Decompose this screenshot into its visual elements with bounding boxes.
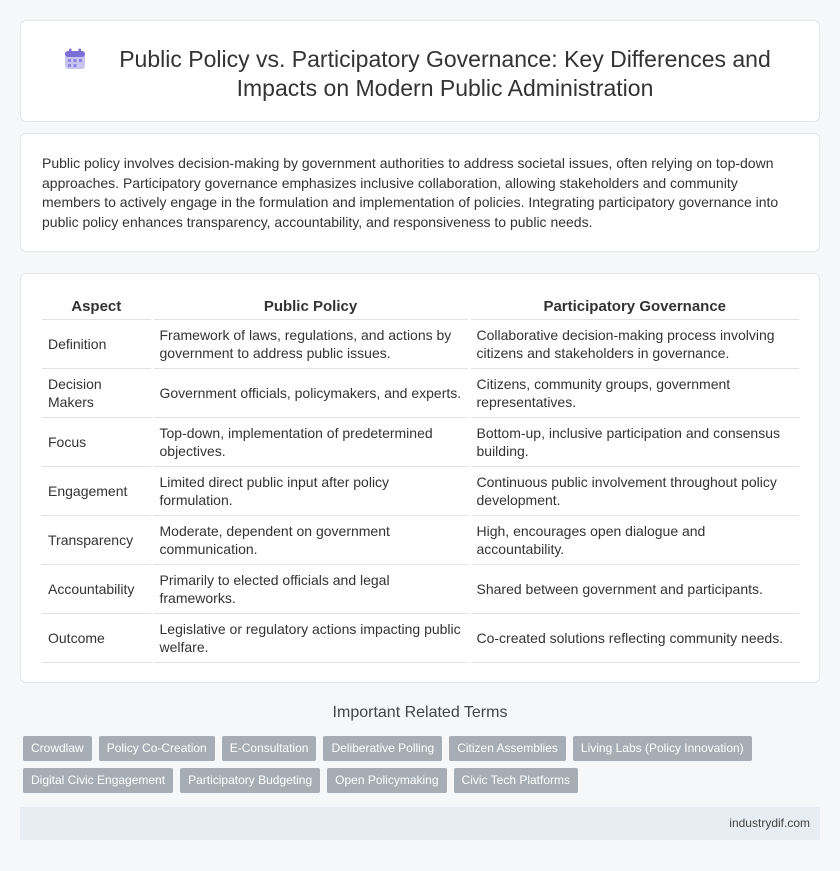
intro-paragraph: Public policy involves decision-making by government authorities to address societal issues, often relying on top-down approaches. Participatory governance emphasizes inclusive collaboration, allowing stakeholders and community members to actively engage in the formulation and implementation of policies. Integrating participatory governance into public policy enhances transparency, accountability, and responsiveness to public needs. — [42, 155, 779, 230]
public-policy-cell: Government officials, policymakers, and experts. — [152, 368, 469, 417]
participatory-cell: Citizens, community groups, government representatives. — [469, 368, 799, 417]
participatory-cell: Continuous public involvement throughout policy development. — [469, 466, 799, 515]
public-policy-cell: Limited direct public input after policy formulation. — [152, 466, 469, 515]
tag-row — [23, 736, 803, 761]
table-row — [42, 466, 799, 515]
table-row — [42, 417, 799, 466]
footer-site-link[interactable]: industrydif.com — [729, 816, 810, 830]
table-row — [42, 613, 799, 662]
aspect-cell: Decision Makers — [42, 368, 152, 417]
participatory-cell: Shared between government and participants. — [469, 564, 799, 613]
participatory-cell: Collaborative decision-making process involving citizens and stakeholders in governance. — [469, 319, 799, 368]
aspect-cell: Outcome — [42, 613, 152, 662]
comparison-card — [20, 273, 820, 683]
tag-policy-co-creation[interactable]: Policy Co-Creation — [99, 736, 215, 761]
table-row — [42, 564, 799, 613]
header-public-policy: Public Policy — [152, 295, 469, 319]
public-policy-cell: Moderate, dependent on government communication. — [152, 515, 469, 564]
related-terms-heading: Important Related Terms — [332, 704, 508, 721]
table-row — [42, 319, 799, 368]
public-policy-cell: Primarily to elected officials and legal frameworks. — [152, 564, 469, 613]
page-title: Public Policy vs. Participatory Governance: Key Differences and Impacts on Modern Public Administration — [119, 46, 771, 101]
tag-deliberative-polling[interactable]: Deliberative Polling — [323, 736, 442, 761]
aspect-cell: Transparency — [42, 515, 152, 564]
participatory-cell: Co-created solutions reflecting community needs. — [469, 613, 799, 662]
aspect-cell: Accountability — [42, 564, 152, 613]
public-policy-cell: Framework of laws, regulations, and actions by government to address public issues. — [152, 319, 469, 368]
tag-living-labs[interactable]: Living Labs (Policy Innovation) — [573, 736, 752, 761]
participatory-cell: High, encourages open dialogue and accountability. — [469, 515, 799, 564]
participatory-cell: Bottom-up, inclusive participation and consensus building. — [469, 417, 799, 466]
footer — [20, 807, 820, 840]
aspect-cell: Definition — [42, 319, 152, 368]
tag-civic-tech-platforms[interactable]: Civic Tech Platforms — [454, 768, 578, 793]
table-row — [42, 515, 799, 564]
tag-row — [23, 768, 803, 793]
comparison-table — [42, 295, 799, 663]
public-policy-cell: Legislative or regulatory actions impacting public welfare. — [152, 613, 469, 662]
aspect-cell: Focus — [42, 417, 152, 466]
header-participatory-governance: Participatory Governance — [469, 295, 799, 319]
tag-digital-civic-engagement[interactable]: Digital Civic Engagement — [23, 768, 173, 793]
table-header-row — [42, 295, 799, 319]
tag-e-consultation[interactable]: E-Consultation — [222, 736, 317, 761]
tag-citizen-assemblies[interactable]: Citizen Assemblies — [449, 736, 566, 761]
tag-open-policymaking[interactable]: Open Policymaking — [327, 768, 446, 793]
related-terms-list — [23, 736, 803, 800]
aspect-cell: Engagement — [42, 466, 152, 515]
header-aspect: Aspect — [42, 295, 152, 319]
intro-card — [20, 133, 820, 252]
tag-crowdlaw[interactable]: Crowdlaw — [23, 736, 92, 761]
public-policy-cell: Top-down, implementation of predetermined objectives. — [152, 417, 469, 466]
title-card — [20, 20, 820, 122]
tag-participatory-budgeting[interactable]: Participatory Budgeting — [180, 768, 320, 793]
table-row — [42, 368, 799, 417]
